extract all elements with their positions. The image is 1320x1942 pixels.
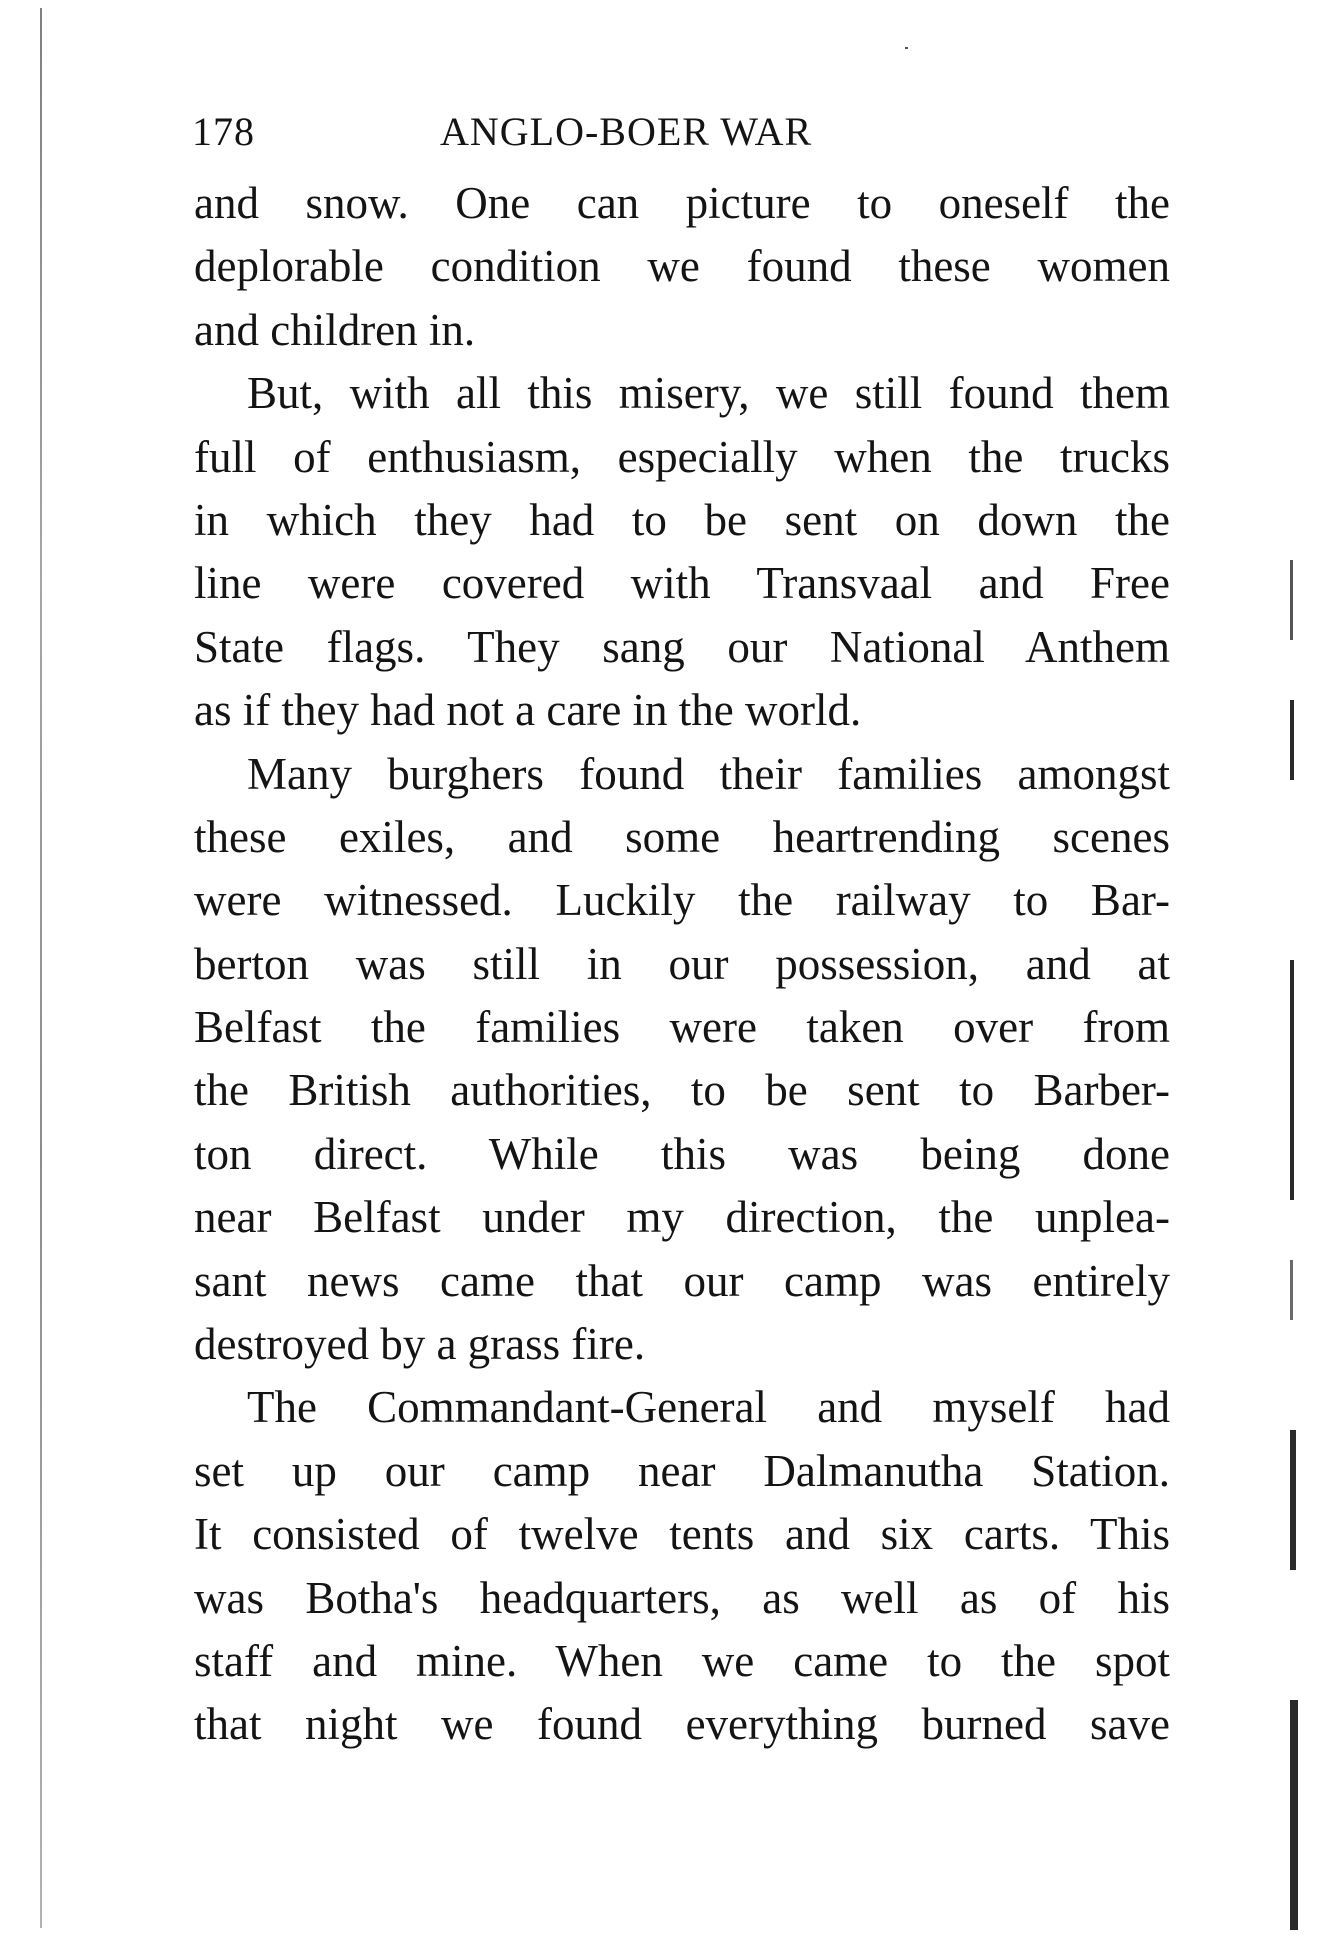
text-line: near Belfast under my direction, the unplea-	[194, 1192, 1170, 1243]
text-line: the British authorities, to be sent to Barber-	[194, 1065, 1170, 1116]
page-edge-right	[1290, 1260, 1293, 1320]
text-line: line were covered with Transvaal and Free	[194, 558, 1170, 609]
text-line: State flags. They sang our National Anthem	[194, 621, 1170, 672]
text-line: destroyed by a grass fire.	[194, 1319, 646, 1370]
text-line: The Commandant-General and myself had	[247, 1382, 1170, 1433]
page-edge-right	[1290, 1430, 1296, 1570]
text-line: set up our camp near Dalmanutha Station.	[194, 1445, 1170, 1496]
text-line: as if they had not a care in the world.	[194, 685, 862, 736]
text-line: and snow. One can picture to oneself the	[194, 178, 1170, 228]
text-line: these exiles, and some heartrending scenes	[194, 811, 1170, 862]
text-line: in which they had to be sent on down the	[194, 494, 1170, 545]
running-head	[192, 100, 1172, 160]
text-line: Belfast the families were taken over from	[194, 1002, 1170, 1053]
text-line: It consisted of twelve tents and six carts. This	[194, 1509, 1170, 1560]
page-edge-right	[1290, 700, 1294, 780]
text-line: ton direct. While this was being done	[194, 1128, 1170, 1179]
text-line: were witnessed. Luckily the railway to Bar-	[194, 875, 1170, 926]
page-number: 178	[192, 109, 255, 154]
text-line: staff and mine. When we came to the spot	[194, 1635, 1170, 1686]
body-text	[194, 172, 1170, 1757]
text-line: deplorable condition we found these women	[194, 241, 1170, 292]
text-line: berton was still in our possession, and at	[194, 938, 1170, 989]
page-edge-right	[1290, 960, 1294, 1200]
page-edge-right	[1290, 1700, 1298, 1930]
running-title: ANGLO-BOER WAR	[440, 109, 813, 154]
text-line: and children in.	[194, 304, 476, 355]
scan-speck	[905, 47, 908, 49]
text-line: Many burghers found their families amongst	[247, 748, 1170, 799]
page-edge-left	[40, 8, 42, 1928]
text-line: full of enthusiasm, especially when the trucks	[194, 431, 1170, 482]
text-line: was Botha's headquarters, as well as of his	[194, 1572, 1170, 1623]
text-line: that night we found everything burned save	[194, 1699, 1170, 1750]
page-edge-right	[1290, 560, 1293, 640]
text-line: But, with all this misery, we still found them	[247, 368, 1170, 419]
text-line: sant news came that our camp was entirely	[194, 1255, 1170, 1306]
